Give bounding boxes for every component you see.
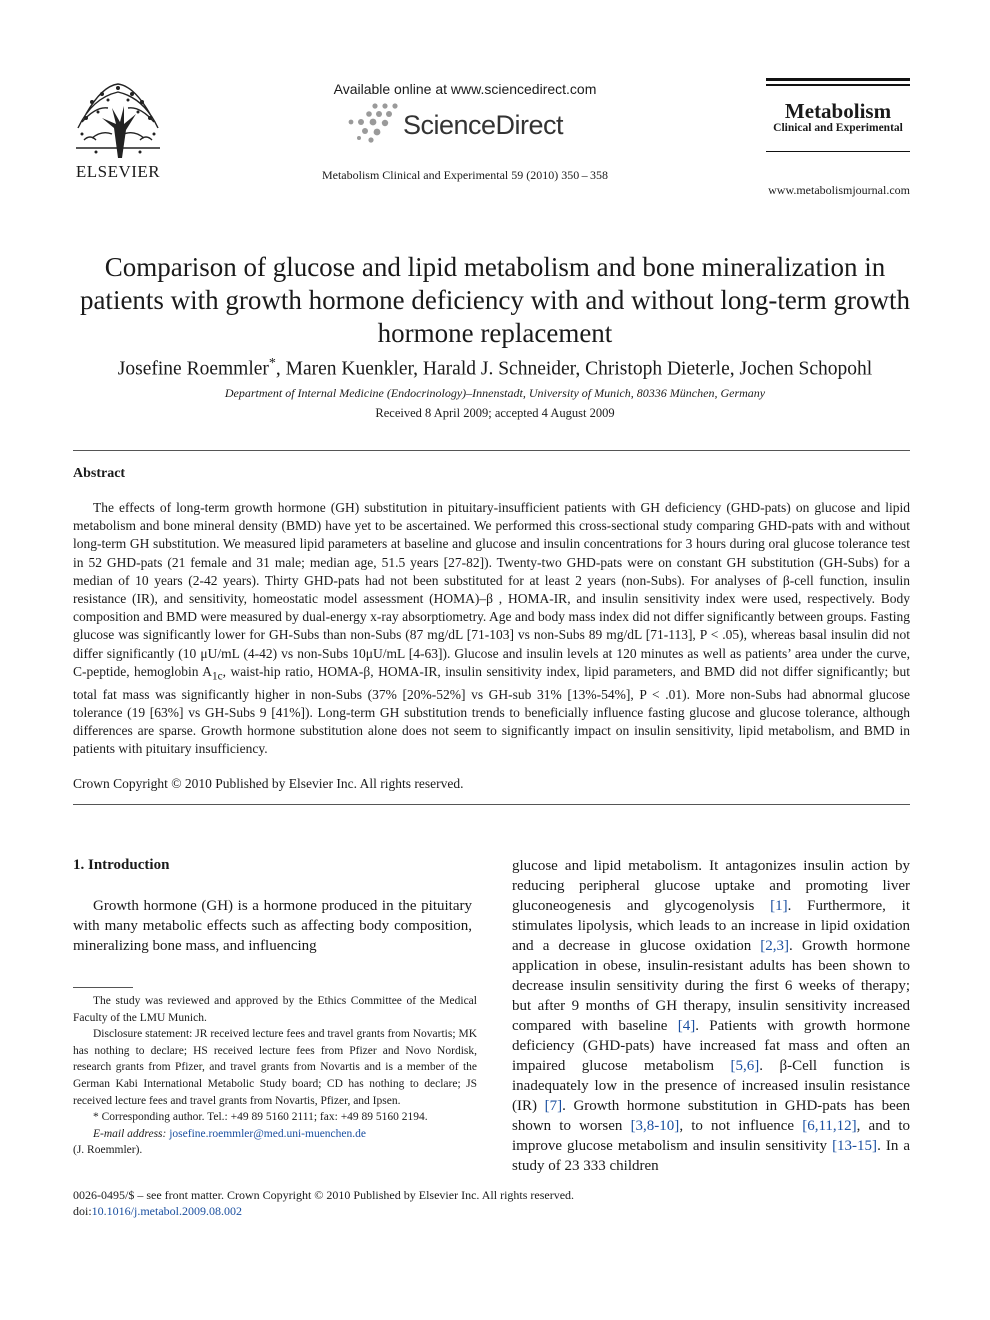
- elsevier-tree-icon: [72, 78, 164, 160]
- masthead-rule: [766, 84, 910, 86]
- footnote-ethics: The study was reviewed and approved by the Ethics Committee of the Medical Faculty of the LMU Munich.: [73, 995, 477, 1024]
- abstract-text-part: , waist-hip ratio, HOMA-β, HOMA-IR, insulin sensitivity index, lipid parameters, and BMD did not differ significantly; but total fat mass was significantly higher in non-Subs (37% [20%-52%] vs GH-sub 31% [13%-54%], P < .01). More non-Subs had abnormal glucose tolerance (19 [63%] vs GH-Subs 9 [41%]). Long-term GH substitution trends to beneficially influence fasting glucose and glucose tolerance, although differences are sparse. Growth hormone substitution alone does not seem to significantly impact on insulin sensitivity, lipid metabolism, and BMD in patients with pituitary insufficiency.: [73, 663, 910, 757]
- elsevier-logo: [70, 78, 166, 182]
- body-text: . In a study of 23 333 children: [512, 1138, 910, 1174]
- email-link[interactable]: josefine.roemmler@med.uni-muenchen.de: [169, 1127, 366, 1140]
- divider: [73, 450, 910, 451]
- elsevier-wordmark: ELSEVIER: [75, 162, 161, 181]
- abstract-heading: Abstract: [73, 466, 126, 481]
- body-text: , and to improve glucose metabolism and insulin sensitivity: [512, 1118, 911, 1154]
- reference-link[interactable]: [5,6]: [730, 1058, 760, 1074]
- abstract-subscript: 1c: [212, 670, 223, 683]
- footnote-disclosure: Disclosure statement: JR received lecture fees and travel grants from Novartis; MK has nothing to declare; HS received lecture fees from Pfizer and Novo Nordisk, research grants from Pfizer, and travel grants from Novartis and is a member of the German Kabi International Metabolic Study board; CD has nothing to declare; JS received lecture fees and travel grants from Novartis, Pfizer, and Ipsen.: [73, 1028, 477, 1107]
- received-dates: Received 8 April 2009; accepted 4 August 2009: [375, 406, 615, 420]
- journal-citation: Metabolism Clinical and Experimental 59 (2010) 350 – 358: [321, 168, 609, 182]
- reference-link[interactable]: [2,3]: [760, 938, 790, 954]
- body-text: . Growth hormone substitution in GHD-pats has been shown to worsen: [512, 1098, 910, 1134]
- corresponding-mark[interactable]: *: [268, 356, 276, 371]
- masthead-rule: [766, 78, 910, 81]
- journal-url: www.metabolismjournal.com: [768, 183, 910, 197]
- section-heading: 1. Introduction: [73, 857, 170, 873]
- reference-link[interactable]: [1]: [770, 898, 788, 914]
- doi-link[interactable]: 10.1016/j.metabol.2009.08.002: [91, 1204, 242, 1218]
- sciencedirect-dots-icon: [345, 102, 405, 144]
- article-title: Comparison of glucose and lipid metabolism and bone mineralization in patients with growth hormone deficiency with and without long-term growth hormone replacement: [79, 252, 911, 348]
- body-text: . Patients with growth hormone deficiency (GHD-pats) have increased fat mass and often an impaired glucose metabolism: [512, 1018, 911, 1074]
- doi-line: [73, 1204, 242, 1219]
- reference-link[interactable]: [3,8-10]: [630, 1118, 680, 1134]
- body-text: . Growth hormone application in obese, insulin-resistant adults has been shown to decrease insulin sensitivity during the first 6 weeks of therapy; but after 9 months of GH therapy, insulin sensitivity increased compared with baseline: [512, 938, 910, 1034]
- intro-paragraph-right: [512, 856, 910, 1176]
- affiliation: Department of Internal Medicine (Endocrinology)–Innenstadt, University of Munich, 80336 München, Germany: [224, 386, 766, 400]
- divider: [73, 804, 910, 805]
- reference-link[interactable]: [4]: [677, 1018, 696, 1034]
- body-text: . β-Cell function is inadequately low in the presence of increased insulin resistance (IR): [512, 1058, 910, 1114]
- abstract-text-part: The effects of long-term growth hormone (GH) substitution in pituitary-insufficient patients with GH deficiency (GHD-pats) on glucose and lipid metabolism and bone mineral density (BMD) have yet to be ascertained. We performed this cross-sectional study comparing GHD-pats with and without long-term GH substitution. We measured lipid parameters at baseline and glucose and insulin concentrations for 3 hours during oral glucose tolerance test in 52 GHD-pats (21 female and 31 male; median age, 51.5 years [27-82]). Twenty-two GHD-pats were on constant GH substitution (GH-Subs) for a median of 10 years (2-42 years). Thirty GHD-pats had not been substituted for at least 2 years (non-Subs). For analyses of β-cell function, insulin resistance (IR), and sensitivity, homeostatic model assessment (HOMA)–β , HOMA-IR, and insulin sensitivity index were used, respectively. Body composition and BMD were measured by dual-energy x-ray absorptiometry. Age and body mass index did not differ significantly between groups. Fasting glucose was significantly lower for GH-Subs than non-Subs (87 mg/dL [71-103] vs non-Subs 89 mg/dL [71-113], P < .05), whereas basal insulin did not differ significantly (10 μU/mL (4-42) vs non-Subs 10μU/mL [4-63]). Glucose and insulin levels at 120 minutes as well as patients’ area under the curve, C-peptide, hemoglobin A: [73, 500, 910, 679]
- footnote-corresponding: * Corresponding author. Tel.: +49 89 5160 2111; fax: +49 89 5160 2194.: [93, 1111, 428, 1124]
- footnote-email-name: (J. Roemmler).: [73, 1144, 143, 1157]
- author-rest: , Maren Kuenkler, Harald J. Schneider, Christoph Dieterle, Jochen Schopohl: [275, 358, 873, 380]
- reference-link[interactable]: [7]: [544, 1098, 563, 1114]
- body-text: glucose and lipid metabolism. It antagonizes insulin action by reducing peripheral glucose uptake and promoting liver gluconeogenesis and glycogenolysis: [512, 858, 910, 914]
- footnote-email: [73, 1126, 477, 1143]
- footnotes: [73, 993, 477, 1159]
- intro-paragraph-left: Growth hormone (GH) is a hormone produced in the pituitary with many metabolic effects such as affecting body composition, mineralizing bone mass, and influencing: [73, 898, 472, 954]
- available-online-text: Available online at www.sciencedirect.com: [333, 81, 597, 97]
- masthead-rule: [766, 151, 910, 153]
- abstract-text: [73, 499, 910, 759]
- journal-subtitle: Clinical and Experimental: [773, 121, 903, 134]
- author-first: Josefine Roemmler: [117, 358, 269, 380]
- journal-masthead: [766, 78, 910, 155]
- doi-label: doi:: [73, 1204, 92, 1218]
- reference-link[interactable]: [13-15]: [832, 1138, 878, 1154]
- issn-line: 0026-0495/$ – see front matter. Crown Copyright © 2010 Published by Elsevier Inc. All rights reserved.: [73, 1188, 575, 1202]
- body-text: . Furthermore, it stimulates lipolysis, which leads to an increase in lipid oxidation and a decrease in glucose oxidation: [512, 898, 910, 954]
- abstract-copyright: Crown Copyright © 2010 Published by Elsevier Inc. All rights reserved.: [73, 776, 464, 791]
- footnote-rule: [73, 987, 133, 988]
- body-text: , to not influence: [679, 1118, 803, 1134]
- reference-link[interactable]: [6,11,12]: [802, 1118, 857, 1134]
- author-list: [60, 356, 930, 381]
- sciencedirect-wordmark: ScienceDirect: [403, 110, 564, 140]
- sciencedirect-logo: [345, 102, 585, 144]
- journal-title: Metabolism: [784, 98, 892, 123]
- email-label: E-mail address:: [93, 1127, 167, 1140]
